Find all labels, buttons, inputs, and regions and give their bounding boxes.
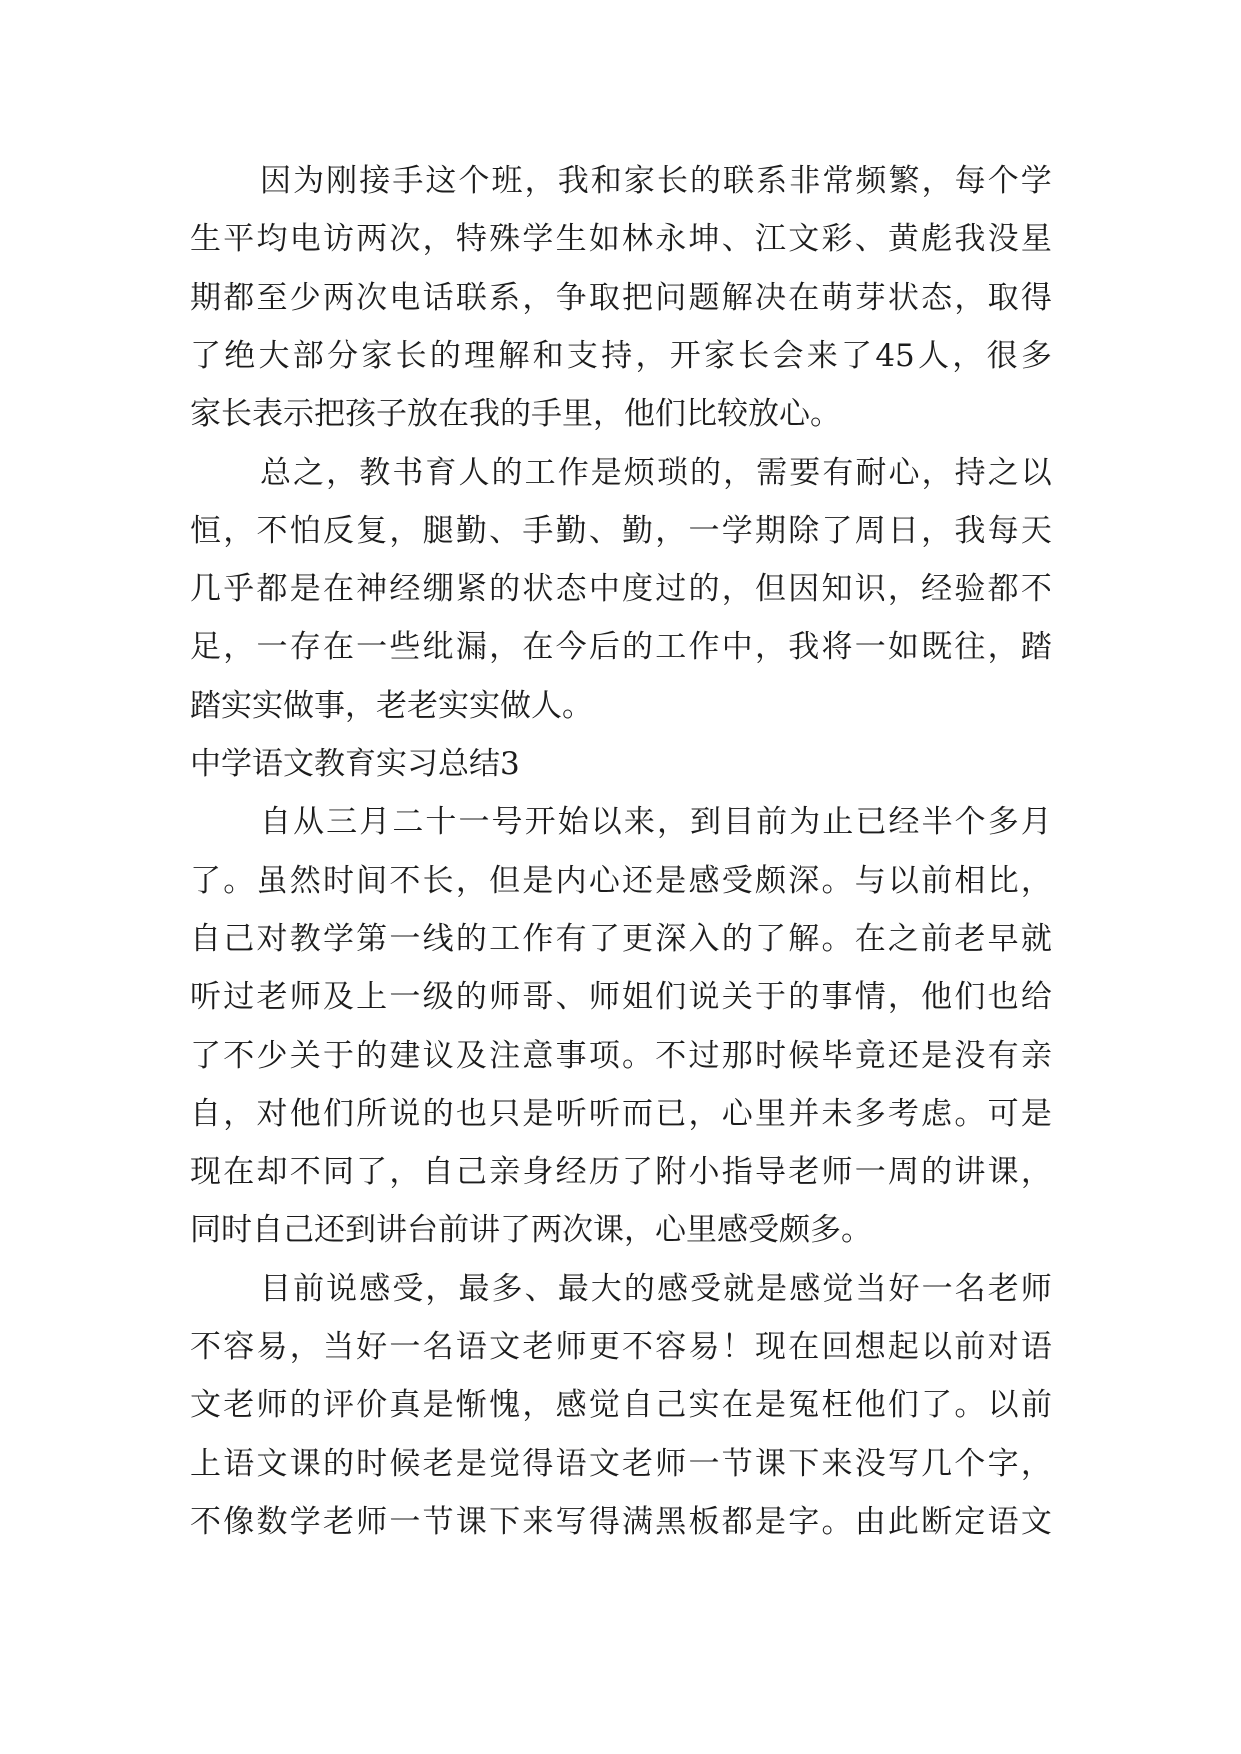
paragraph-line: 自 己 对 教 学 第 一 线 的 工 作 有 了 更 深 入 的 了 解 。 在 之 前 老 早 就 <box>190 920 1052 957</box>
paragraph-line: 生 平 均 电 访 两 次 ， 特 殊 学 生 如 林 永 坤 、 江 文 彩 、 黄 彪 我 没 星 <box>190 221 1052 258</box>
paragraph-line: 足 ， 一 存 在 一 些 纰 漏 ， 在 今 后 的 工 作 中 ， 我 将 一 如 既 往 ， 踏 <box>190 629 1052 666</box>
paragraph-line: 了 。 虽 然 时 间 不 长 ， 但 是 内 心 还 是 感 受 颇 深 。 与 以 前 相 比 ， <box>190 862 1052 899</box>
paragraph-line: 了 绝 大 部 分 家 长 的 理 解 和 支 持 ， 开 家 长 会 来 了 45 人 ， 很 多 <box>190 337 1052 374</box>
paragraph-line: 不 像 数 学 老 师 一 节 课 下 来 写 得 满 黑 板 都 是 字 。 由 此 断 定 语 文 <box>190 1503 1052 1540</box>
section-heading: 中学语文教育实习总结3 <box>190 746 520 782</box>
paragraph-line: 目 前 说 感 受 ， 最 多 、 最 大 的 感 受 就 是 感 觉 当 好 一 名 老 师 <box>260 1270 1052 1307</box>
paragraph-line: 期 都 至 少 两 次 电 话 联 系 ， 争 取 把 问 题 解 决 在 萌 芽 状 态 ， 取 得 <box>190 279 1052 316</box>
paragraph-line: 听 过 老 师 及 上 一 级 的 师 哥 、 师 姐 们 说 关 于 的 事 情 ， 他 们 也 给 <box>190 979 1052 1016</box>
paragraph-line: 几 乎 都 是 在 神 经 绷 紧 的 状 态 中 度 过 的 ， 但 因 知 识 ， 经 验 都 不 <box>190 571 1052 608</box>
paragraph-line: 了 不 少 关 于 的 建 议 及 注 意 事 项 。 不 过 那 时 候 毕 竟 还 是 没 有 亲 <box>190 1037 1052 1074</box>
paragraph-line: 同时自己还到讲台前讲了两次课，心里感受颇多。 <box>190 1212 872 1249</box>
paragraph-line: 不 容 易 ， 当 好 一 名 语 文 老 师 更 不 容 易 ！ 现 在 回 想 起 以 前 对 语 <box>190 1329 1052 1365</box>
paragraph-line: 因 为 刚 接 手 这 个 班 ， 我 和 家 长 的 联 系 非 常 频 繁 ， 每 个 学 <box>260 163 1052 199</box>
paragraph-line: 自 ， 对 他 们 所 说 的 也 只 是 听 听 而 已 ， 心 里 并 未 多 考 虑 。 可 是 <box>190 1095 1052 1132</box>
paragraph-line: 上 语 文 课 的 时 候 老 是 觉 得 语 文 老 师 一 节 课 下 来 没 写 几 个 字 ， <box>190 1445 1052 1482</box>
paragraph-line: 文 老 师 的 评 价 真 是 惭 愧 ， 感 觉 自 己 实 在 是 冤 枉 他 们 了 。 以 前 <box>190 1387 1052 1424</box>
paragraph-line: 总 之 ， 教 书 育 人 的 工 作 是 烦 琐 的 ， 需 要 有 耐 心 ， 持 之 以 <box>260 454 1052 491</box>
paragraph-line: 恒 ， 不 怕 反 复 ， 腿 勤 、 手 勤 、 勤 ， 一 学 期 除 了 周 日 ， 我 每 天 <box>190 512 1052 549</box>
paragraph-line: 自 从 三 月 二 十 一 号 开 始 以 来 ， 到 目 前 为 止 已 经 半 个 多 月 <box>260 804 1052 841</box>
paragraph-line: 家长表示把孩子放在我的手里，他们比较放心。 <box>190 396 841 433</box>
paragraph-line: 踏实实做事，老老实实做人。 <box>190 687 593 724</box>
paragraph-line: 现 在 却 不 同 了 ， 自 己 亲 身 经 历 了 附 小 指 导 老 师 一 周 的 讲 课 ， <box>190 1154 1052 1191</box>
